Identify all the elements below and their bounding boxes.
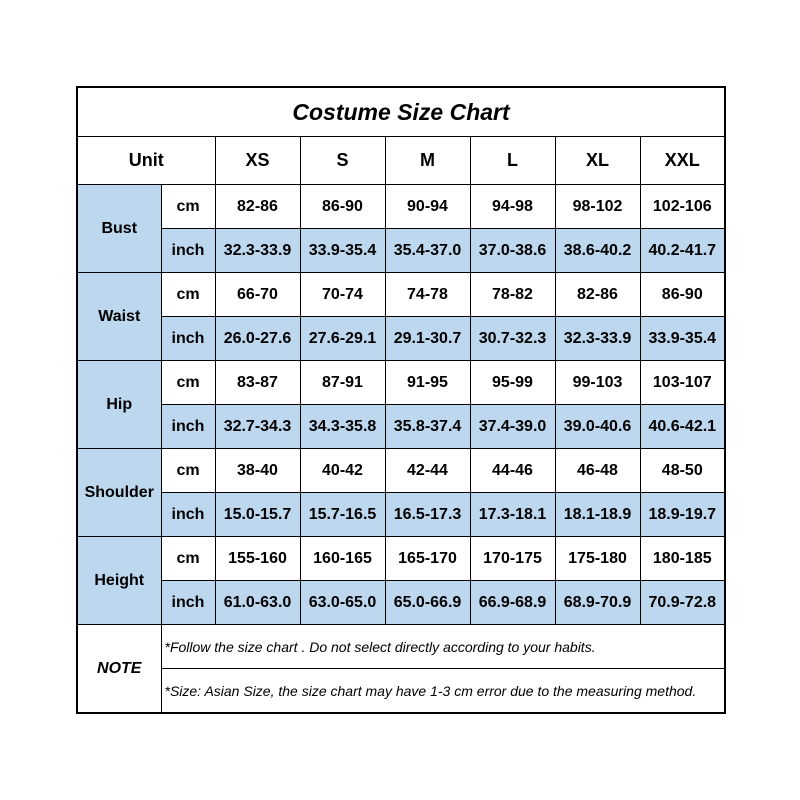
hip-cm-xxl: 103-107	[640, 361, 725, 405]
size-header-xxl: XXL	[640, 137, 725, 185]
hip-cm-unit: cm	[161, 361, 215, 405]
shoulder-cm-s: 40-42	[300, 449, 385, 493]
waist-inch-s: 27.6-29.1	[300, 317, 385, 361]
shoulder-inch-xl: 18.1-18.9	[555, 493, 640, 537]
note-row	[77, 625, 725, 669]
waist-label: Waist	[77, 273, 161, 361]
bust-inch-row	[77, 229, 725, 273]
hip-label: Hip	[77, 361, 161, 449]
bust-inch-unit: inch	[161, 229, 215, 273]
waist-cm-row	[77, 273, 725, 317]
chart-title: Costume Size Chart	[77, 87, 725, 137]
hip-cm-xl: 99-103	[555, 361, 640, 405]
bust-label: Bust	[77, 185, 161, 273]
note-line: *Follow the size chart . Do not select directly according to your habits.	[161, 625, 725, 669]
hip-inch-xs: 32.7-34.3	[215, 405, 300, 449]
waist-inch-xxl: 33.9-35.4	[640, 317, 725, 361]
bust-inch-m: 35.4-37.0	[385, 229, 470, 273]
size-header-xl: XL	[555, 137, 640, 185]
size-header-xs: XS	[215, 137, 300, 185]
shoulder-cm-l: 44-46	[470, 449, 555, 493]
hip-inch-s: 34.3-35.8	[300, 405, 385, 449]
note-label: NOTE	[77, 625, 161, 714]
height-cm-xl: 175-180	[555, 537, 640, 581]
size-header-s: S	[300, 137, 385, 185]
size-chart-table	[76, 86, 726, 714]
waist-inch-l: 30.7-32.3	[470, 317, 555, 361]
bust-inch-xxl: 40.2-41.7	[640, 229, 725, 273]
shoulder-inch-l: 17.3-18.1	[470, 493, 555, 537]
height-cm-row	[77, 537, 725, 581]
bust-cm-s: 86-90	[300, 185, 385, 229]
hip-cm-row	[77, 361, 725, 405]
waist-cm-xxl: 86-90	[640, 273, 725, 317]
shoulder-cm-xl: 46-48	[555, 449, 640, 493]
hip-inch-m: 35.8-37.4	[385, 405, 470, 449]
bust-inch-xs: 32.3-33.9	[215, 229, 300, 273]
size-header-m: M	[385, 137, 470, 185]
waist-inch-unit: inch	[161, 317, 215, 361]
bust-inch-xl: 38.6-40.2	[555, 229, 640, 273]
bust-cm-xl: 98-102	[555, 185, 640, 229]
bust-cm-row	[77, 185, 725, 229]
bust-cm-xxl: 102-106	[640, 185, 725, 229]
height-inch-xxl: 70.9-72.8	[640, 581, 725, 625]
waist-inch-row	[77, 317, 725, 361]
height-inch-l: 66.9-68.9	[470, 581, 555, 625]
waist-cm-s: 70-74	[300, 273, 385, 317]
height-inch-row	[77, 581, 725, 625]
waist-inch-xl: 32.3-33.9	[555, 317, 640, 361]
shoulder-inch-m: 16.5-17.3	[385, 493, 470, 537]
height-cm-unit: cm	[161, 537, 215, 581]
hip-cm-m: 91-95	[385, 361, 470, 405]
height-cm-xxl: 180-185	[640, 537, 725, 581]
hip-cm-xs: 83-87	[215, 361, 300, 405]
shoulder-inch-xs: 15.0-15.7	[215, 493, 300, 537]
bust-cm-xs: 82-86	[215, 185, 300, 229]
bust-inch-l: 37.0-38.6	[470, 229, 555, 273]
hip-inch-xxl: 40.6-42.1	[640, 405, 725, 449]
waist-inch-xs: 26.0-27.6	[215, 317, 300, 361]
shoulder-cm-m: 42-44	[385, 449, 470, 493]
size-header-l: L	[470, 137, 555, 185]
shoulder-inch-row	[77, 493, 725, 537]
bust-cm-m: 90-94	[385, 185, 470, 229]
shoulder-cm-xs: 38-40	[215, 449, 300, 493]
height-cm-m: 165-170	[385, 537, 470, 581]
shoulder-inch-s: 15.7-16.5	[300, 493, 385, 537]
shoulder-cm-xxl: 48-50	[640, 449, 725, 493]
hip-inch-unit: inch	[161, 405, 215, 449]
waist-cm-m: 74-78	[385, 273, 470, 317]
height-inch-unit: inch	[161, 581, 215, 625]
height-cm-l: 170-175	[470, 537, 555, 581]
height-inch-m: 65.0-66.9	[385, 581, 470, 625]
waist-inch-m: 29.1-30.7	[385, 317, 470, 361]
bust-inch-s: 33.9-35.4	[300, 229, 385, 273]
shoulder-cm-unit: cm	[161, 449, 215, 493]
shoulder-label: Shoulder	[77, 449, 161, 537]
shoulder-cm-row	[77, 449, 725, 493]
waist-cm-xs: 66-70	[215, 273, 300, 317]
shoulder-inch-unit: inch	[161, 493, 215, 537]
height-cm-s: 160-165	[300, 537, 385, 581]
height-inch-xs: 61.0-63.0	[215, 581, 300, 625]
height-cm-xs: 155-160	[215, 537, 300, 581]
waist-cm-l: 78-82	[470, 273, 555, 317]
height-inch-xl: 68.9-70.9	[555, 581, 640, 625]
waist-cm-unit: cm	[161, 273, 215, 317]
hip-inch-l: 37.4-39.0	[470, 405, 555, 449]
unit-header: Unit	[77, 137, 215, 185]
hip-cm-s: 87-91	[300, 361, 385, 405]
height-label: Height	[77, 537, 161, 625]
hip-inch-row	[77, 405, 725, 449]
hip-inch-xl: 39.0-40.6	[555, 405, 640, 449]
bust-cm-l: 94-98	[470, 185, 555, 229]
hip-cm-l: 95-99	[470, 361, 555, 405]
note-line: *Size: Asian Size, the size chart may have 1-3 cm error due to the measuring method.	[161, 669, 725, 714]
height-inch-s: 63.0-65.0	[300, 581, 385, 625]
note-row	[77, 669, 725, 714]
waist-cm-xl: 82-86	[555, 273, 640, 317]
shoulder-inch-xxl: 18.9-19.7	[640, 493, 725, 537]
bust-cm-unit: cm	[161, 185, 215, 229]
